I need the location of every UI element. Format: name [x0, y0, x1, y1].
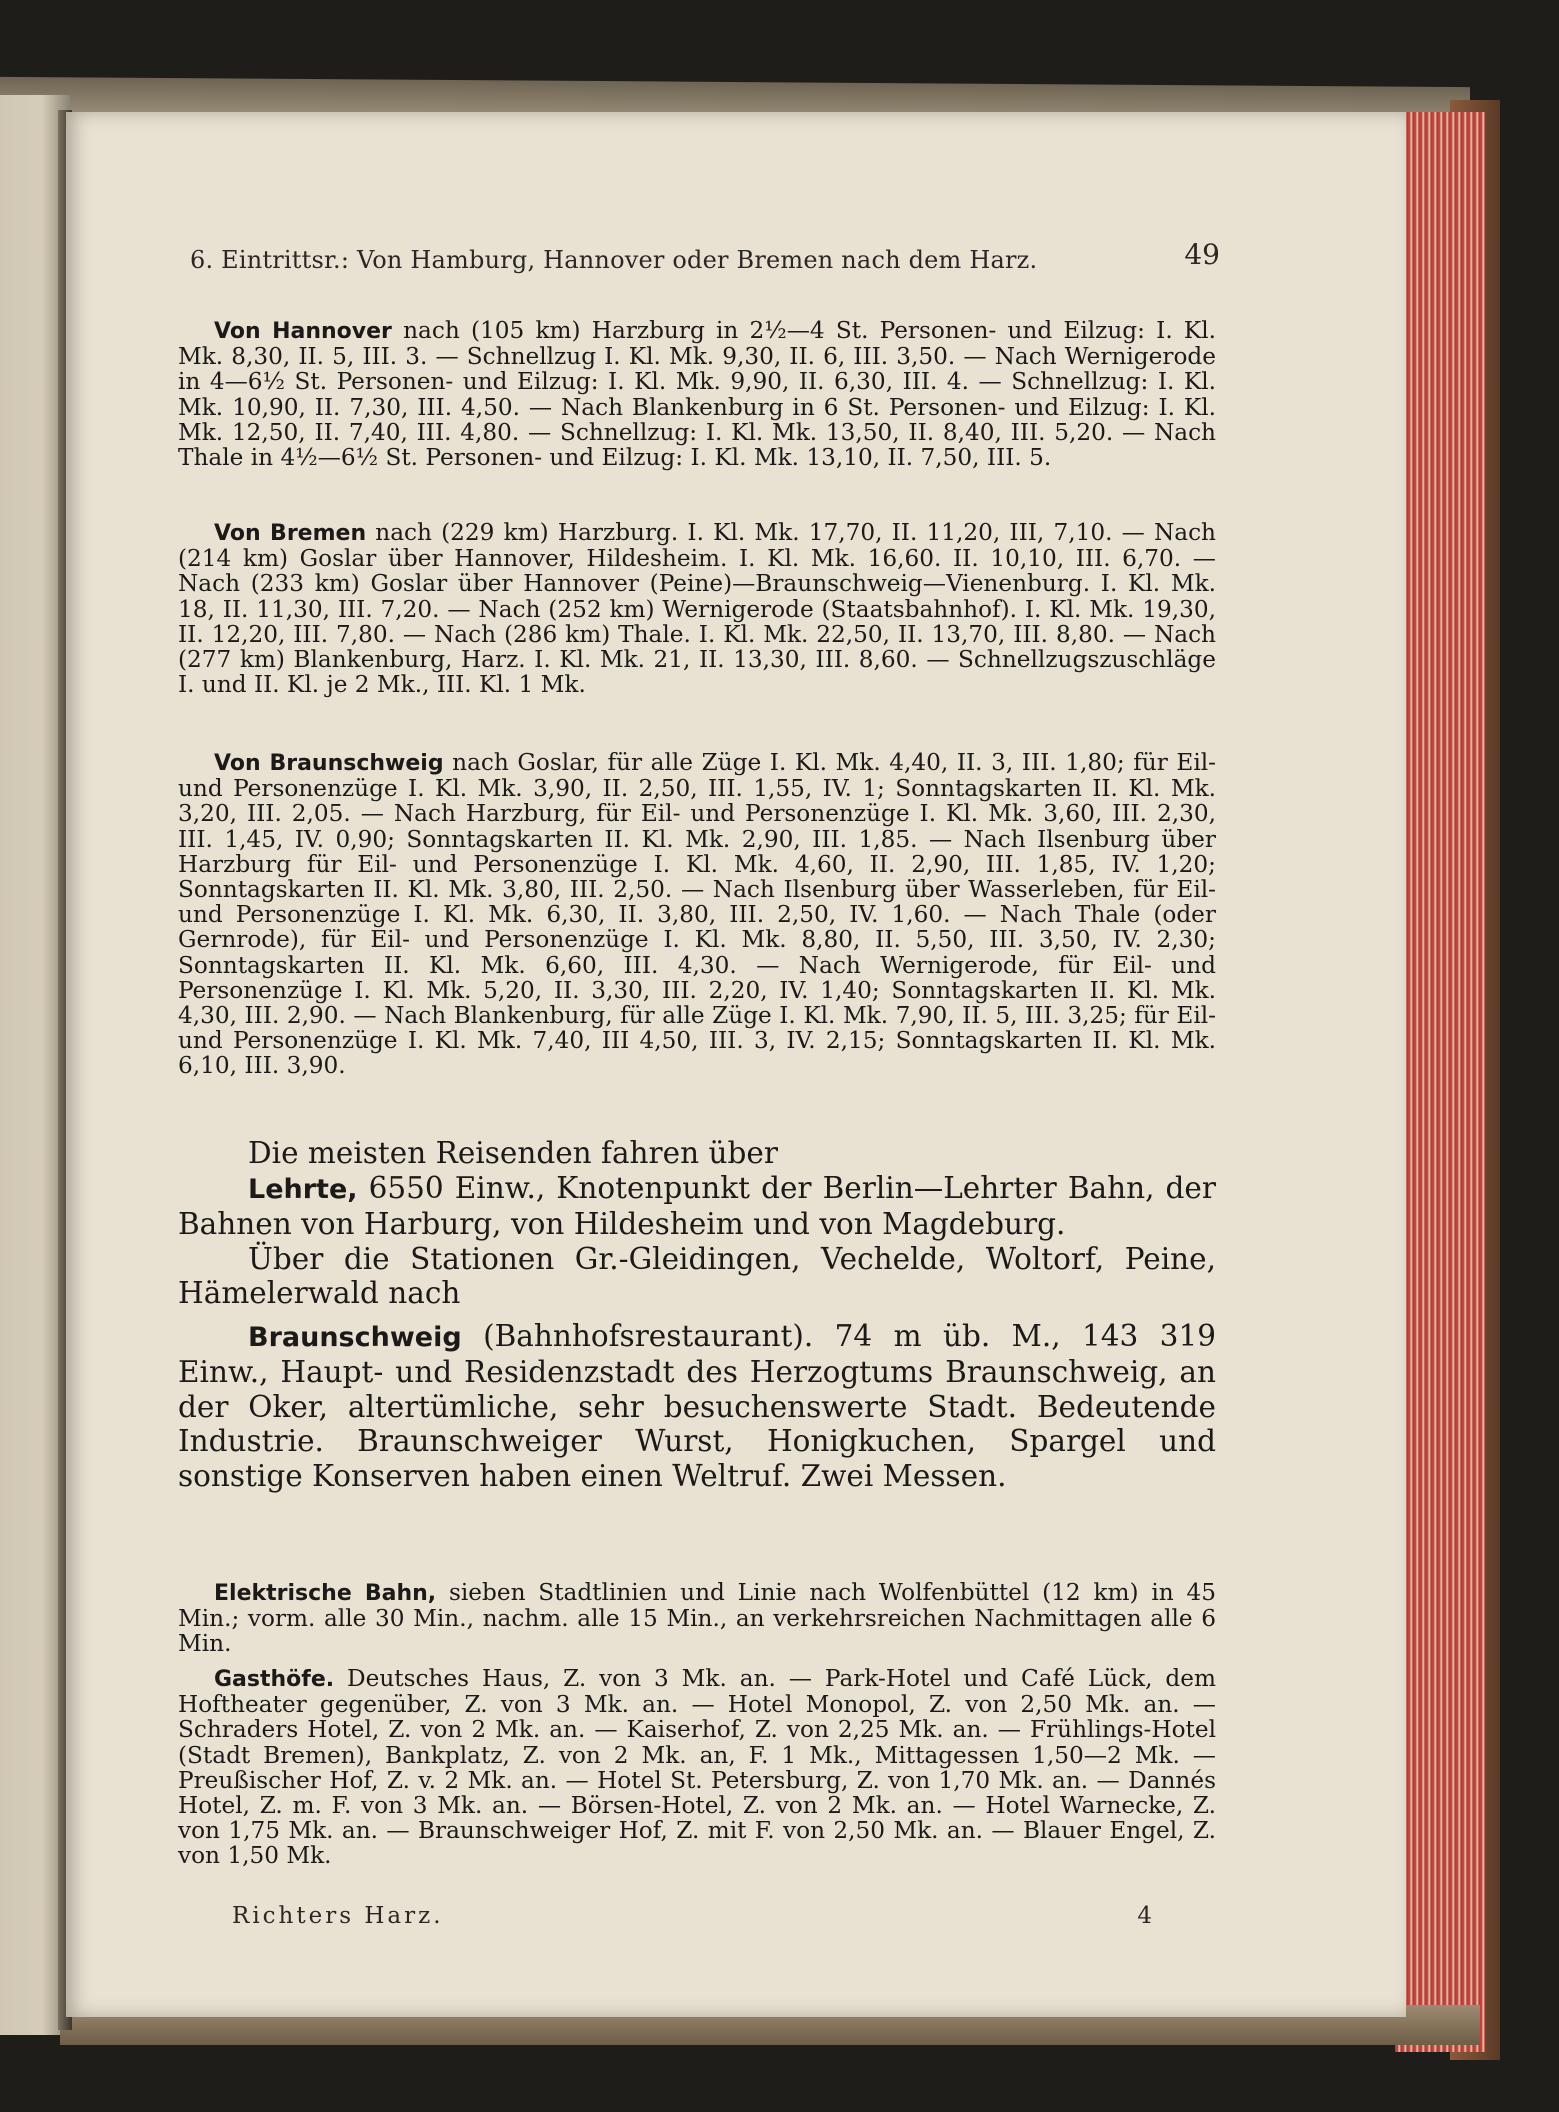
main-paragraph-1: Die meisten Reisenden fahren über [248, 1136, 778, 1170]
paragraph-text: Deutsches Haus, Z. von 3 Mk. an. — Park-Hotel und Café Lück, dem Hoftheater gegenüber, Z. von 3 Mk. an. — Hotel Monopol, Z. von 2,50 Mk. an. — Schraders Hotel, Z. von 2 Mk. an. — Kaiserhof, Z. von 2,25 Mk. an. — Frühlings-Hotel (Stadt Bremen), Bankplatz, Z. von 2 Mk. an, F. 1 Mk., Mittagessen 1,50—2 Mk. — Preußischer Hof, Z. v. 2 Mk. an. — Hotel St. Petersburg, Z. von 1,70 Mk. an. — Dannés Hotel, Z. m. F. von 3 Mk. an. — Börsen-Hotel, Z. von 2 Mk. an. — Hotel Warnecke, Z. von 1,75 Mk. an. — Braunschweiger Hof, Z. mit F. von 2,50 Mk. an. — Blauer Engel, Z. von 1,50 Mk. [178, 1665, 1216, 1870]
braunschweig-lead: Braunschweig [248, 1321, 462, 1353]
main-text [178, 1136, 1216, 1493]
paragraph-text: nach (105 km) Harzburg in 2½—4 St. Personen- und Eilzug: I. Kl. Mk. 8,30, II. 5, III. 3. — Schnellzug I. Kl. Mk. 9,30, II. 6, III. 3,50. — Nach Wernigerode in 4—6½ St. Personen- und Eilzug: I. Kl. Mk. 9,90, II. 6,30, III. 4. — Schnellzug: I. Kl. Mk. 10,90, II. 7,30, III. 4,50. — Nach Blankenburg in 6 St. Personen- und Eilzug: I. Kl. Mk. 12,50, II. 7,40, III. 4,80. — Schnellzug: I. Kl. Mk. 13,50, II. 8,40, III. 5,20. — Nach Thale in 4½—6½ St. Personen- und Eilzug: I. Kl. Mk. 13,10, II. 7,50, III. 5. [178, 317, 1216, 472]
paragraph-gasthoefe [178, 1666, 1216, 1869]
paragraph-text: nach Goslar, für alle Züge I. Kl. Mk. 4,40, II. 3, III. 1,80; für Eil- und Personenzüge I. Kl. Mk. 3,90, II. 2,50, III. 1,55, IV. 1; Sonntagskarten II. Kl. Mk. 3,20, III. 2,05. — Nach Harzburg, für Eil- und Personenzüge I. Kl. Mk. 3,60, III. 2,30, III. 1,45, IV. 0,90; Sonntagskarten II. Kl. Mk. 2,90, III. 1,85. — Nach Ilsenburg über Harzburg für Eil- und Personenzüge I. Kl. Mk. 4,60, II. 2,90, III. 1,85, IV. 1,20; Sonntagskarten II. Kl. Mk. 3,80, III. 2,50. — Nach Ilsenburg über Wasserleben, für Eil- und Personenzüge I. Kl. Mk. 6,30, II. 3,80, III. 2,50, IV. 1,60. — Nach Thale (oder Gernrode), für Eil- und Personenzüge I. Kl. Mk. 8,80, II. 5,50, III. 3,50, IV. 2,30; Sonntagskarten II. Kl. Mk. 6,60, III. 4,30. — Nach Wernigerode, für Eil- und Personenzüge I. Kl. Mk. 5,20, II. 3,30, III. 2,20, IV. 1,40; Sonntagskarten II. Kl. Mk. 4,30, III. 2,90. — Nach Blankenburg, für alle Züge I. Kl. Mk. 7,90, II. 5, III. 3,25; für Eil- und Personenzüge I. Kl. Mk. 7,40, III 4,50, III. 3, IV. 2,15; Sonntagskarten II. Kl. Mk. 6,10, III. 3,90. [178, 749, 1216, 1080]
paragraph-elektrische-bahn [178, 1580, 1216, 1657]
paragraph-hannover [178, 318, 1216, 470]
main-paragraph-braunschweig [178, 1319, 1216, 1494]
page-number: 49 [1184, 238, 1220, 271]
braunschweig-text: (Bahnhofsrestaurant). 74 m üb. M., 143 319 Einw., Haupt- und Residenzstadt des Herzogtums Braunschweig, an der Oker, altertümliche, sehr besuchenswerte Stadt. Bedeutende Industrie. Braunschweiger Wurst, Honigkuchen, Spargel und sonstige Konserven haben einen Weltruf. Zwei Messen. [178, 1318, 1216, 1493]
paragraph-bremen [178, 520, 1216, 697]
main-paragraph-lehrte [178, 1171, 1216, 1242]
paragraph-lead: Gasthöfe. [214, 1667, 335, 1692]
paragraph-text: sieben Stadtlinien und Linie nach Wolfenbüttel (12 km) in 45 Min.; vorm. alle 30 Min., nachm. alle 15 Min., an verkehrsreichen Nachmittagen alle 6 Min. [178, 1579, 1217, 1658]
paragraph-lead: Von Bremen [214, 521, 367, 546]
lehrte-text: 6550 Einw., Knotenpunkt der Berlin—Lehrter Bahn, der Bahnen von Harburg, von Hildesheim und von Magdeburg. [178, 1170, 1216, 1241]
red-page-edges [1395, 112, 1485, 2052]
running-head-title: 6. Eintrittsr.: Von Hamburg, Hannover oder Bremen nach dem Harz. [190, 246, 1038, 274]
paragraph-text: nach (229 km) Harzburg. I. Kl. Mk. 17,70, II. 11,20, III, 7,10. — Nach (214 km) Goslar über Hannover, Hildesheim. I. Kl. Mk. 16,60. II. 10,10, III. 6,70. — Nach (233 km) Goslar über Hannover (Peine)—Braunschweig—Vienenburg. I. Kl. Mk. 18, II. 11,30, III. 7,20. — Nach (252 km) Wernigerode (Staatsbahnhof). I. Kl. Mk. 19,30, II. 12,20, III. 7,80. — Nach (286 km) Thale. I. Kl. Mk. 22,50, II. 13,70, III. 8,80. — Nach (277 km) Blankenburg, Harz. I. Kl. Mk. 21, II. 13,30, III. 8,60. — Schnellzugszuschläge I. und II. Kl. je 2 Mk., III. Kl. 1 Mk. [178, 519, 1216, 699]
sheet-number: 4 [1137, 1903, 1152, 1929]
printer-signature: Richters Harz. [232, 1903, 444, 1929]
paragraph-lead: Elektrische Bahn, [214, 1581, 437, 1606]
main-paragraph-stationen: Über die Stationen Gr.-Gleidingen, Vechelde, Woltorf, Peine, Hämelerwald nach [178, 1241, 1216, 1310]
paragraph-lead: Von Braunschweig [214, 751, 444, 776]
paragraph-braunschweig [178, 750, 1216, 1079]
lehrte-lead: Lehrte, [248, 1173, 358, 1205]
paragraph-lead: Von Hannover [214, 319, 392, 344]
